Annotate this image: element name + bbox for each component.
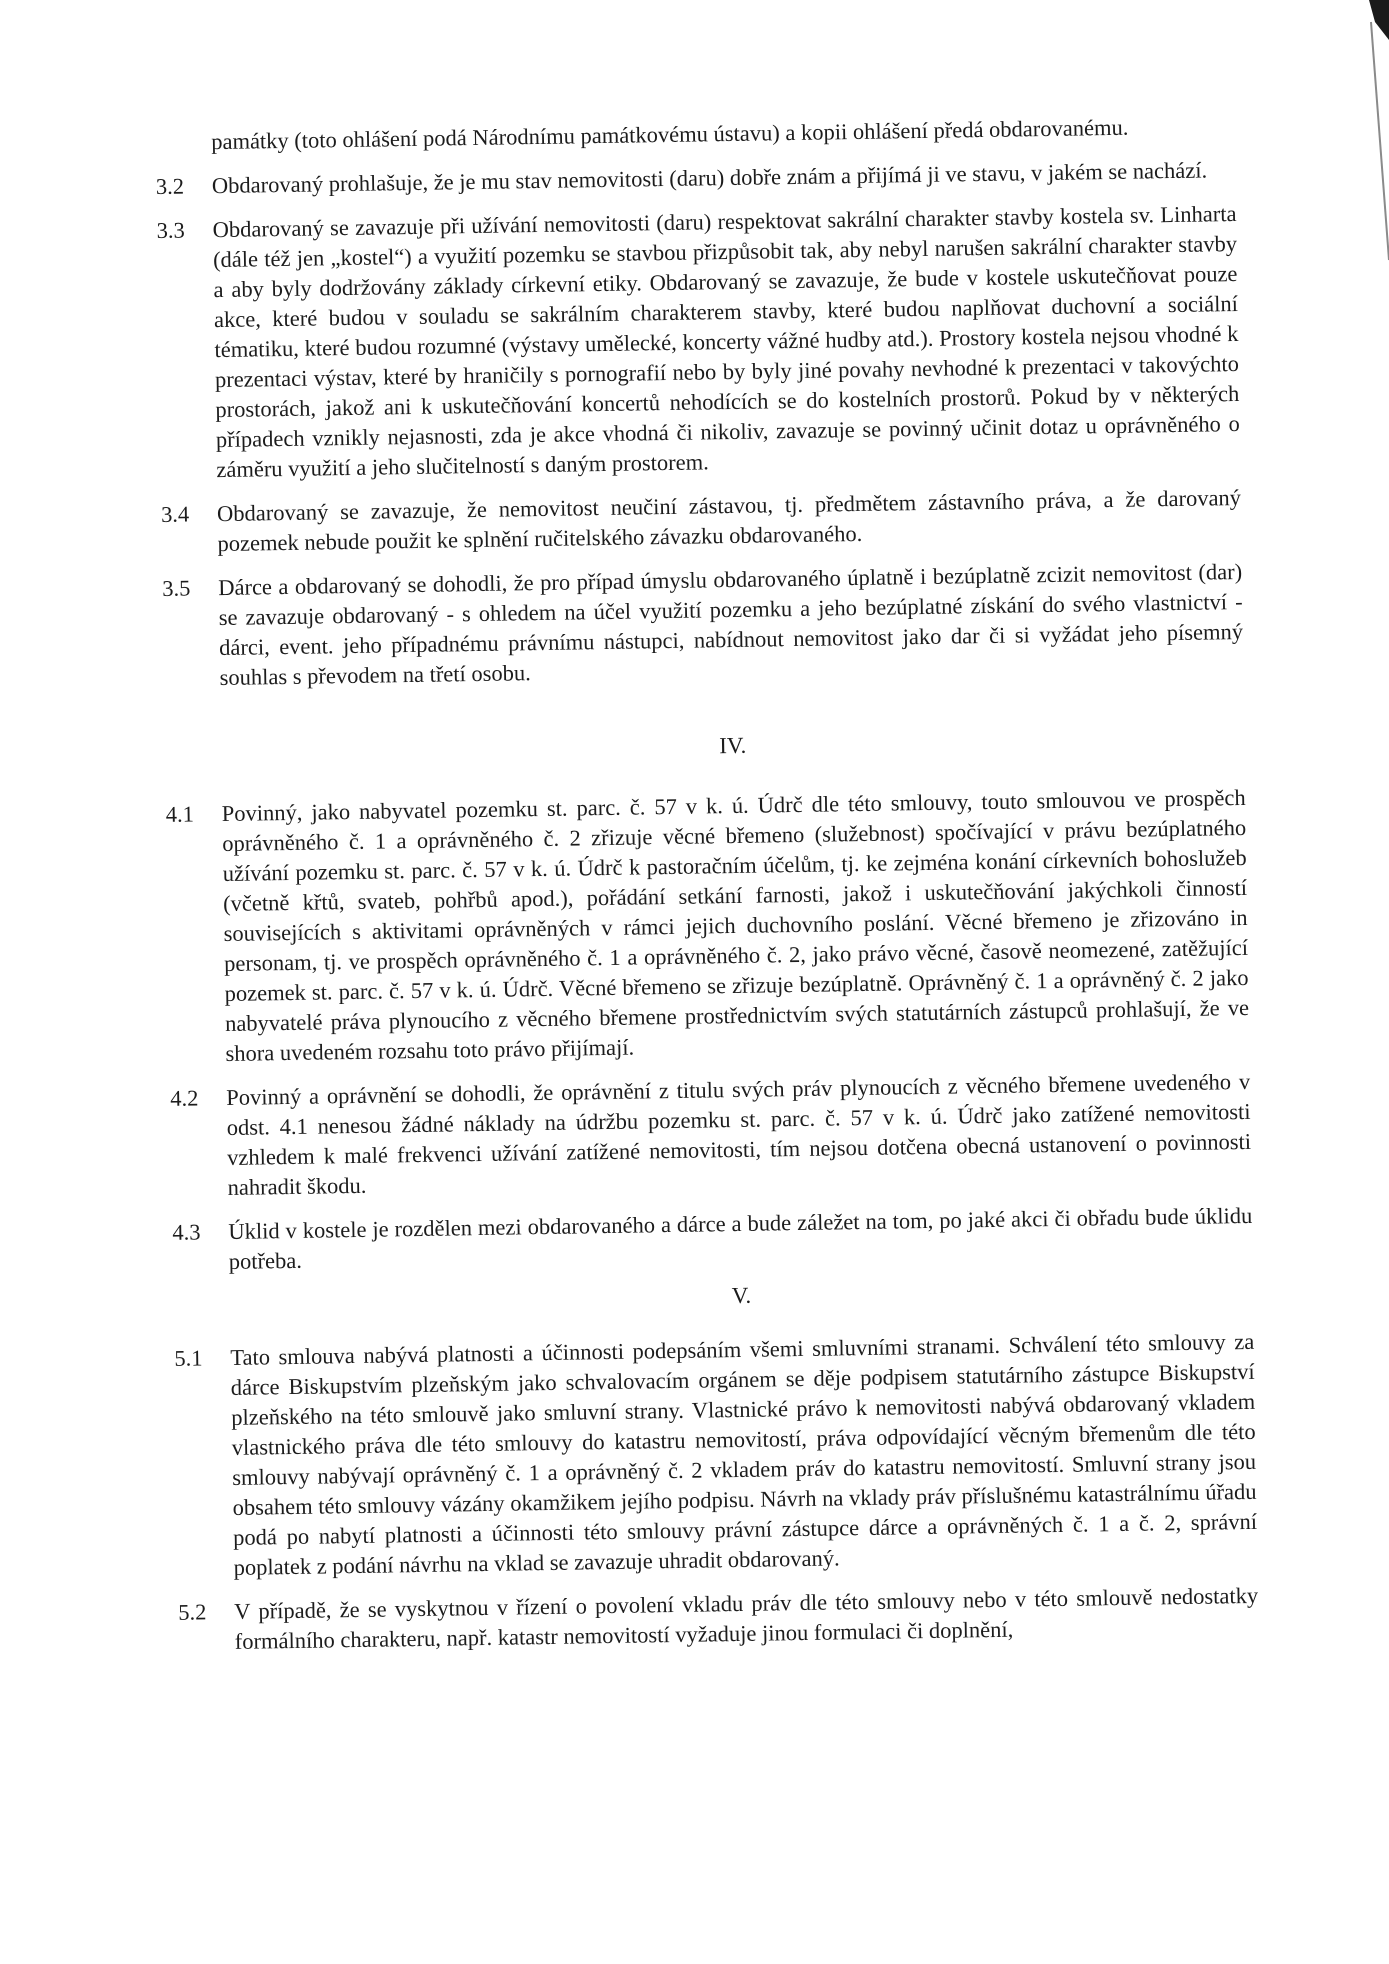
clause-3-4 [161, 483, 1242, 560]
clause-number: 5.1 [174, 1345, 203, 1371]
clause-5-1 [174, 1327, 1258, 1584]
clause-number: 3.2 [155, 173, 185, 199]
clause-4-1 [166, 783, 1250, 1070]
scan-edge-shadow [1249, 0, 1389, 300]
clause-3-2 [156, 155, 1236, 202]
clause-number: 4.3 [172, 1219, 201, 1245]
clause-number: 5.2 [178, 1599, 207, 1625]
clause-text: Povinný, jako nabyvatel pozemku st. parc. č. 57 v k. ú. Údrč dle této smlouvy, touto smlouvou ve prospěch oprávněného č. 1 a oprávněného č. 2 zřizuje věcné břemeno (služebnost) spočívající v právu bezúplatného užívání pozemku st. parc. č. 57 v k. ú. Údrč k pastoračním účelům, tj. ke zejména konání církevních bohoslužeb (včetně křtů, svateb, pohřbů apod.), pořádání setkání farnosti, jakož i uskutečňování jakýchkoli činností souvisejících s aktivitami oprávněných v rámci jejich duchovního poslání. Věcné břemeno je zřizováno in personam, tj. ve prospěch oprávněného č. 1 a oprávněného č. 2, jako právo věcné, časově neomezené, zatěžující pozemek st. parc. č. 57 v k. ú. Údrč. Věcné břemeno se zřizuje bezúplatně. Oprávněný č. 1 a oprávněný č. 2 jako nabyvatelé práva plynoucího z věcného břemene prostřednictvím svých statutárních zástupců prohlašují, že ve shora uvedeném rozsahu toto právo přijímají. [221, 784, 1250, 1067]
clause-3-3 [156, 199, 1240, 486]
clause-text: Dárce a obdarovaný se dohodli, že pro případ úmyslu obdarovaného úplatně i bezúplatně zcizit nemovitost (dar) se zavazuje obdarovaný - s ohledem na účel využití pozemku a jeho bezúplatné získání do svého vlastnictví - dárci, event. jeho případnému právnímu nástupci, nabídnout nemovitost jako dar či si vyžádat jeho písemný souhlas s převodem na třetí osobu. [218, 558, 1244, 691]
clause-4-2 [170, 1067, 1252, 1204]
clause-number: 4.2 [170, 1085, 199, 1111]
clause-3-5 [162, 557, 1244, 694]
clause-5-2 [178, 1581, 1259, 1658]
document-body [155, 111, 1259, 1658]
clause-text: Úklid v kostele je rozdělen mezi obdarovaného a dárce a bude záležet na tom, po jaké akci či obřadu bude úklidu potřeba. [228, 1202, 1253, 1274]
intro-paragraph [155, 111, 1235, 158]
clause-text: V případě, že se vyskytnou v řízení o povolení vkladu práv dle této smlouvy nebo v této smlouvě nedostatky formálního charakteru, např. katastr nemovitostí vyžaduje jinou formulaci či doplnění, [234, 1582, 1259, 1654]
clause-number: 3.3 [156, 217, 185, 243]
clause-4-3 [172, 1201, 1253, 1278]
clause-text: Obdarovaný prohlašuje, že je mu stav nemovitosti (daru) dobře znám a přijímá ji ve stavu, v jakém se nachází. [211, 157, 1208, 199]
clause-number: 3.5 [162, 575, 191, 601]
intro-text: památky (toto ohlášení podá Národnímu památkovému ústavu) a kopii ohlášení předá obdarovanému. [211, 114, 1129, 155]
clause-number: 4.1 [165, 801, 195, 827]
clause-text: Obdarovaný se zavazuje, že nemovitost neučiní zástavou, tj. předmětem zástavního práva, a že darovaný pozemek nebude použit ke splnění ručitelského závazku obdarovaného. [216, 484, 1242, 557]
section-heading-v: V. [731, 1282, 752, 1309]
clause-number: 3.4 [160, 501, 190, 527]
clause-text: Povinný a oprávnění se dohodli, že oprávnění z titulu svých práv plynoucích z věcného břemene uvedeného v odst. 4.1 nenesou žádné náklady na údržbu pozemku st. parc. č. 57 v k. ú. Údrč jako zatížené nemovitosti vzhledem k malé frekvenci užívání zatížené nemovitosti, tím nejsou dotčena obecná ustanovení o povinnosti nahradit škodu. [226, 1068, 1252, 1200]
section-heading-iv: IV. [719, 732, 747, 759]
clause-text: Obdarovaný se zavazuje při užívání nemovitosti (daru) respektovat sakrální charakter stavby kostela sv. Linharta (dále též jen „kostel“) a využití pozemku se stavbou přizpůsobit tak, aby nebyl narušen sakrální charakter stavby a aby byly dodržovány základy církevní etiky. Obdarovaný se zavazuje, že bude v kostele uskutečňovat pouze akce, které budou v souladu se sakrálním charakterem stavby, které budou naplňovat duchovní a sociální tématiku, které budou rozumné (výstavy umělecké, koncerty vážné hudby atd.). Prostory kostela nejsou vhodné k prezentaci výstav, které by hraničily s pornografií nebo by byly jiné povahy nevhodné k prezentaci v takovýchto prostorách, jakož ani k uskutečňování koncertů nehodících se do kostelních prostorů. Pokud by v některých případech vznikly nejasnosti, zda je akce vhodná či nikoliv, zavazuje se povinný učinit dotaz u oprávněného o záměru využití a jeho slučitelností s daným prostorem. [212, 201, 1240, 483]
clause-text: Tato smlouva nabývá platnosti a účinnosti podepsáním všemi smluvními stranami. Schválení této smlouvy za dárce Biskupstvím plzeňským jako schvalovacím orgánem se děje podpisem statutárního zástupce Biskupství plzeňského na této smlouvě jako smluvní strany. Vlastnické právo k nemovitosti nabývá obdarovaný vkladem vlastnického práva dle této smlouvy do katastru nemovitostí, práva odpovídající věcným břemenům dle této smlouvy nabývají oprávněný č. 1 a oprávněný č. 2 vkladem práv do katastru nemovitostí. Smluvní strany jsou obsahem této smlouvy vázány okamžikem jejího podpisu. Návrh na vklady práv příslušnému katastrálnímu úřadu podá po nabytí platnosti a účinnosti této smlouvy právní zástupce dárce a oprávněných č. 1 a č. 2, správní poplatek z podání návrhu na vklad se zavazuje uhradit obdarovaný. [230, 1328, 1258, 1580]
